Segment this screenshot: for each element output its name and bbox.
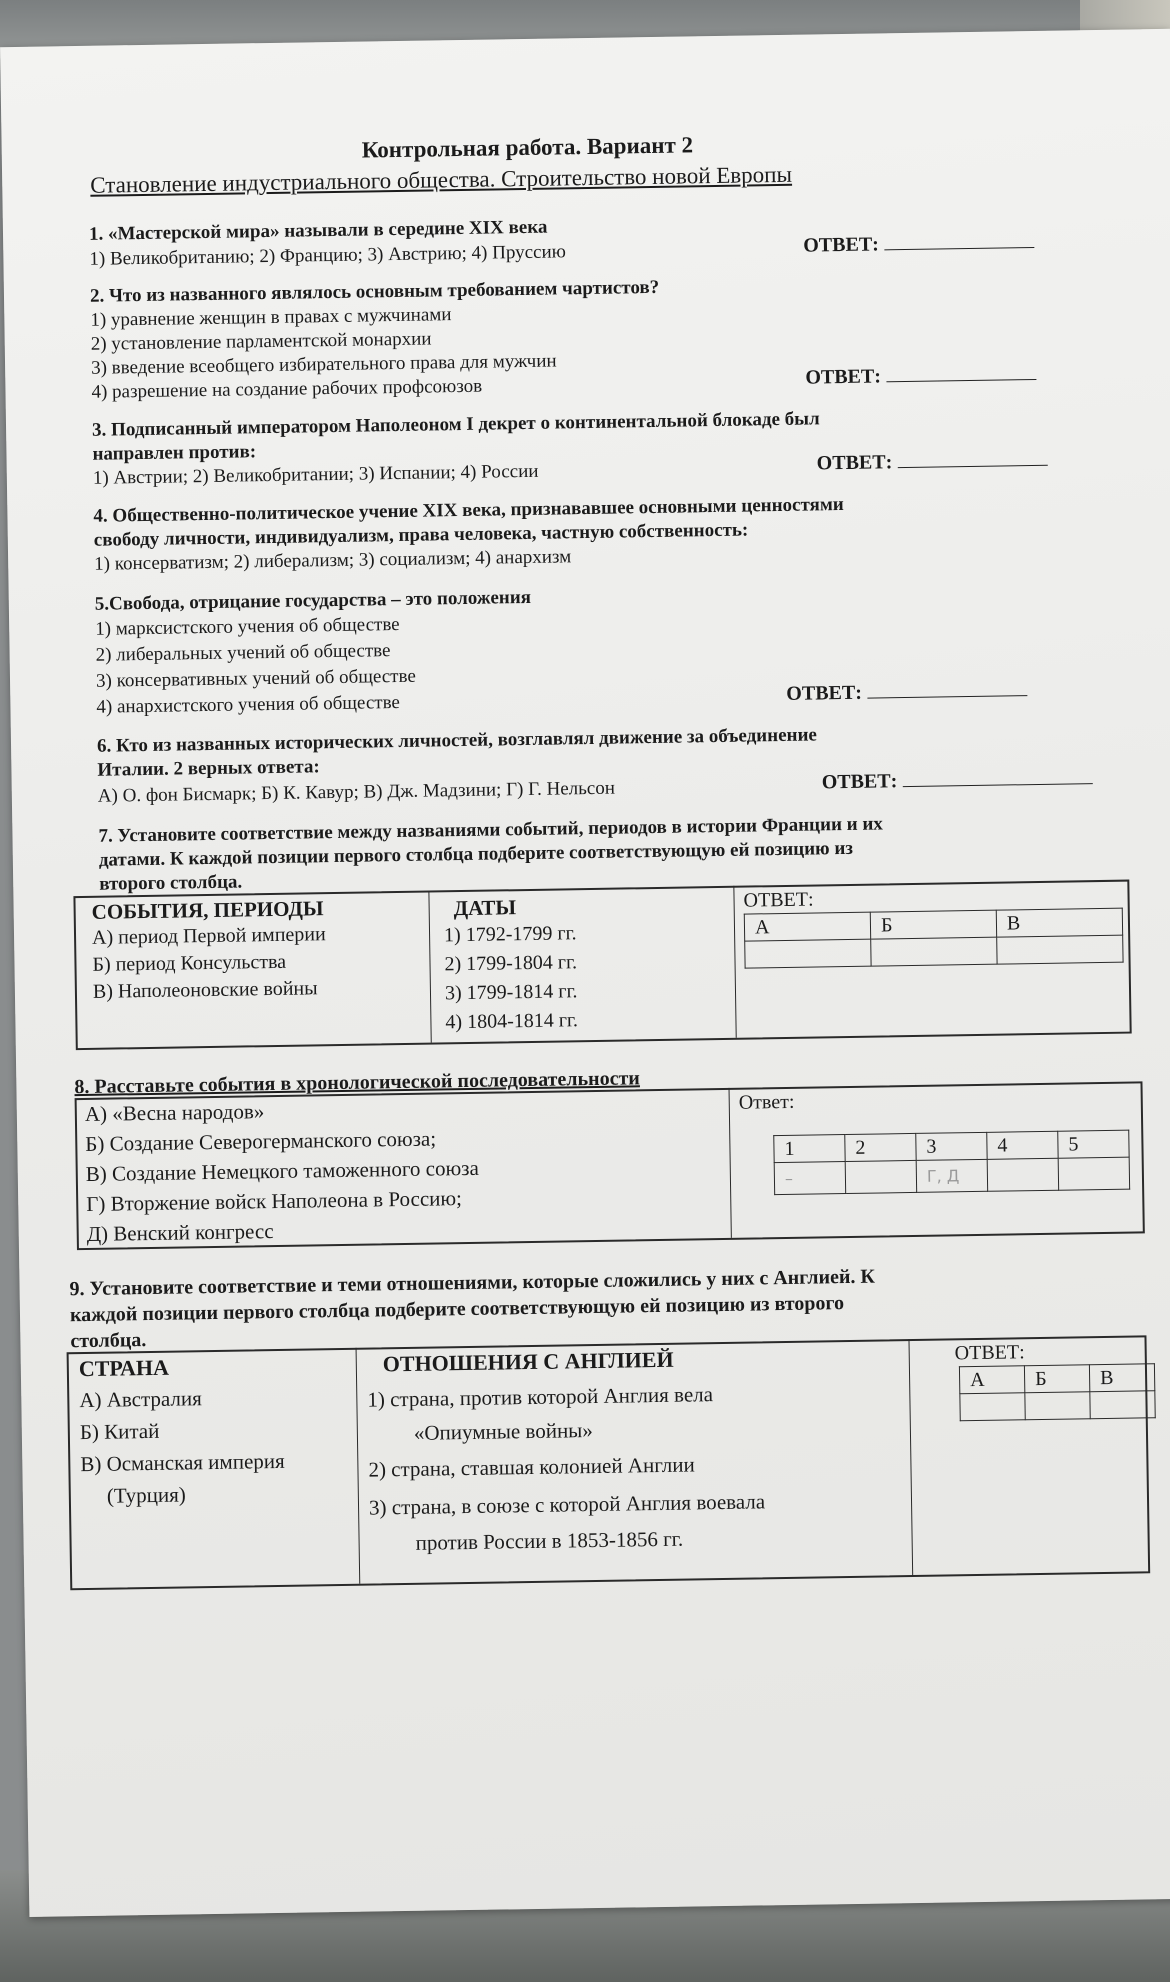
q7-answer-col-a: А bbox=[744, 912, 870, 941]
q8-item-e: Д) Венский конгресс bbox=[86, 1219, 274, 1246]
q2-option-2: 2) установление парламентской монархии bbox=[90, 328, 432, 355]
q7-question-line3: второго столбца. bbox=[99, 871, 243, 895]
q7-col2-item-4: 4) 1804-1814 гг. bbox=[445, 1009, 579, 1034]
q4-options: 1) консерватизм; 2) либерализм; 3) социализм; 4) анархизм bbox=[94, 546, 572, 575]
q9-col1-item-c: В) Османская империя bbox=[80, 1448, 285, 1477]
q8-answer-cell-2[interactable] bbox=[845, 1160, 916, 1193]
q8-answer-cell-5[interactable] bbox=[1058, 1157, 1129, 1190]
q9-col2-item-3: 3) страна, в союзе с которой Англия воевала bbox=[368, 1489, 766, 1520]
q8-answer-col-4: 4 bbox=[987, 1131, 1058, 1159]
q7-col1-item-c: В) Наполеоновские войны bbox=[92, 977, 318, 1003]
q2-option-4: 4) разрешение на создание рабочих профсоюзов bbox=[91, 375, 483, 403]
q9-answer-cell-c[interactable] bbox=[1090, 1391, 1155, 1419]
page-title: Контрольная работа. Вариант 2 bbox=[361, 132, 694, 163]
q3-answer-blank[interactable] bbox=[897, 449, 1047, 468]
q9-answer-cell-b[interactable] bbox=[1025, 1392, 1090, 1420]
q6-question-line1: 6. Кто из названных исторических личностей, возглавлял движение за объединение bbox=[96, 724, 818, 757]
q9-question-line2: каждой позиции первого столбца подберите соответствующую ей позицию из второго bbox=[69, 1292, 845, 1327]
q2-question: 2. Что из названного являлось основным требованием чартистов? bbox=[89, 276, 660, 307]
q8-item-b: Б) Создание Северогерманского союза; bbox=[85, 1126, 437, 1156]
q2-answer bbox=[805, 363, 1036, 390]
q7-col2-item-2: 2) 1799-1804 гг. bbox=[444, 951, 578, 976]
q1-answer-blank[interactable] bbox=[884, 231, 1034, 250]
q8-answer-col-2: 2 bbox=[845, 1133, 916, 1161]
q1-answer bbox=[803, 231, 1034, 258]
q9-col1-item-a: А) Австралия bbox=[79, 1386, 203, 1413]
q9-col1-item-b: Б) Китай bbox=[79, 1418, 160, 1445]
q9-col2-item-1: 1) страна, против которой Англия вела bbox=[367, 1382, 714, 1412]
answer-label: ОТВЕТ: bbox=[821, 770, 898, 794]
q7-answer-col-c: В bbox=[996, 908, 1122, 937]
q8-answer-label: Ответ: bbox=[738, 1090, 795, 1114]
q6-answer-blank[interactable] bbox=[902, 767, 1092, 787]
q9-question-line3: столбца. bbox=[70, 1329, 147, 1353]
q8-answer-col-1: 1 bbox=[774, 1135, 845, 1163]
q5-option-1: 1) марксистского учения об обществе bbox=[95, 613, 400, 640]
answer-label: ОТВЕТ: bbox=[803, 233, 880, 257]
q3-answer bbox=[817, 449, 1048, 476]
q8-answer-grid bbox=[773, 1130, 1130, 1196]
q8-item-a: А) «Весна народов» bbox=[84, 1099, 265, 1126]
answer-label: ОТВЕТ: bbox=[805, 365, 882, 389]
q6-question-line2: Италии. 2 верных ответа: bbox=[97, 756, 320, 781]
answer-label: ОТВЕТ: bbox=[816, 451, 893, 475]
q3-options: 1) Австрии; 2) Великобритании; 3) Испании; 4) России bbox=[92, 460, 539, 489]
q9-col2-header: ОТНОШЕНИЯ С АНГЛИЕЙ bbox=[382, 1346, 674, 1377]
q1-options: 1) Великобританию; 2) Францию; 3) Австрию; 4) Пруссию bbox=[89, 241, 567, 270]
q7-question-line1: 7. Установите соответствие между названиями событий, периодов в истории Франции и их bbox=[98, 813, 883, 847]
q7-col1-item-b: Б) период Консульства bbox=[92, 950, 287, 976]
q7-answer-cell-c[interactable] bbox=[997, 935, 1123, 964]
q9-answer-col-b: Б bbox=[1024, 1365, 1089, 1393]
q5-answer-blank[interactable] bbox=[867, 679, 1027, 699]
q7-col2-item-1: 1) 1792-1799 гг. bbox=[443, 922, 577, 947]
q2-option-1: 1) уравнение женщин в правах с мужчинами bbox=[90, 304, 452, 331]
q6-answer bbox=[822, 767, 1093, 794]
page-subtitle: Становление индустриального общества. Строительство новой Европы bbox=[90, 161, 793, 198]
q7-answer-cell-b[interactable] bbox=[871, 937, 997, 966]
q8-answer-cell-3[interactable]: Г, Д bbox=[916, 1159, 987, 1192]
q8-item-d: Г) Вторжение войск Наполеона в Россию; bbox=[86, 1186, 463, 1216]
q4-question-line1: 4. Общественно-политическое учение XIX века, признававшее основными ценностями bbox=[93, 493, 844, 527]
q7-col1-item-a: А) период Первой империи bbox=[91, 923, 326, 949]
answer-label: ОТВЕТ: bbox=[786, 681, 863, 705]
q9-answer-label: ОТВЕТ: bbox=[954, 1341, 1025, 1365]
q8-answer-cell-1[interactable]: – bbox=[774, 1162, 845, 1195]
q9-col1-item-c-cont: (Турция) bbox=[106, 1482, 186, 1508]
q5-option-2: 2) либеральных учений об обществе bbox=[95, 640, 391, 666]
q3-question-line1: 3. Подписанный императором Наполеоном I декрет о континентальной блокаде был bbox=[91, 408, 820, 441]
q9-answer-col-a: А bbox=[959, 1366, 1024, 1394]
q7-col2-header: ДАТЫ bbox=[453, 895, 517, 921]
q9-answer-cell-a[interactable] bbox=[960, 1393, 1025, 1421]
q3-question-line2: направлен против: bbox=[92, 441, 257, 465]
q2-answer-blank[interactable] bbox=[886, 363, 1036, 382]
q5-option-3: 3) консервативных учений об обществе bbox=[95, 665, 416, 692]
q9-answer-grid bbox=[959, 1363, 1156, 1421]
q5-option-4: 4) анархистского учения об обществе bbox=[96, 691, 401, 718]
q7-question-line2: датами. К каждой позиции первого столбца подберите соответствующую ей позицию из bbox=[98, 837, 854, 871]
q9-col1-header: СТРАНА bbox=[78, 1354, 170, 1382]
q8-answer-cell-4[interactable] bbox=[987, 1158, 1058, 1191]
q7-col2-item-3: 3) 1799-1814 гг. bbox=[444, 980, 578, 1005]
q9-question-line1: 9. Установите соответствие и теми отношениями, которые сложились у них с Англией. К bbox=[69, 1265, 876, 1301]
q6-options: А) О. фон Бисмарк; Б) К. Кавур; В) Дж. Мадзини; Г) Г. Нельсон bbox=[97, 777, 616, 807]
q8-answer-col-5: 5 bbox=[1058, 1130, 1129, 1158]
q7-answer-label: ОТВЕТ: bbox=[743, 888, 814, 912]
q9-answer-col-c: В bbox=[1089, 1364, 1154, 1392]
q7-answer-cell-a[interactable] bbox=[745, 939, 871, 968]
q2-option-3: 3) введение всеобщего избирательного права для мужчин bbox=[90, 350, 557, 379]
q4-question-line2: свободу личности, индивидуализм, права человека, частную собственность: bbox=[93, 519, 749, 551]
q5-answer bbox=[786, 679, 1027, 706]
q9-col2-item-1-cont: «Опиумные войны» bbox=[413, 1418, 593, 1445]
q8-item-c: В) Создание Немецкого таможенного союза bbox=[85, 1155, 479, 1186]
test-sheet bbox=[0, 29, 1170, 1917]
q9-col2-item-3-cont: против России в 1853-1856 гг. bbox=[415, 1526, 684, 1555]
q1-question: 1. «Мастерской мира» называли в середине XIX века bbox=[88, 216, 548, 245]
q7-col1-header: СОБЫТИЯ, ПЕРИОДЫ bbox=[91, 896, 324, 924]
q7-answer-grid bbox=[744, 908, 1124, 969]
q7-answer-col-b: Б bbox=[870, 910, 996, 939]
q5-question: 5.Свобода, отрицание государства – это положения bbox=[94, 586, 532, 615]
q9-col2-item-2: 2) страна, ставшая колонией Англии bbox=[368, 1452, 695, 1482]
q8-answer-col-3: 3 bbox=[916, 1132, 987, 1160]
q8-question: 8. Расставьте события в хронологической последовательности bbox=[74, 1067, 640, 1099]
